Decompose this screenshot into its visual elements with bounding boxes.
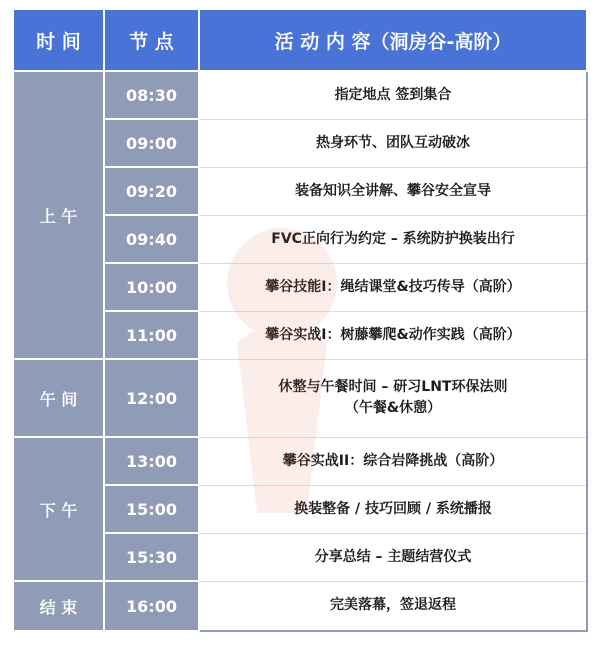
schedule-table bbox=[12, 8, 588, 632]
schedule-container bbox=[12, 8, 588, 647]
row-time: 15:00 bbox=[104, 485, 199, 533]
row-activity: 换装整备 / 技巧回顾 / 系统播报 bbox=[199, 485, 587, 533]
group-morning: 上 午 bbox=[13, 71, 104, 359]
table-row bbox=[13, 437, 587, 485]
row-time: 09:20 bbox=[104, 167, 199, 215]
row-activity-line1: 休整与午餐时间 – 研习LNT环保法则 bbox=[278, 379, 508, 395]
row-time: 11:00 bbox=[104, 311, 199, 359]
row-activity: FVC正向行为约定 – 系统防护换装出行 bbox=[199, 215, 587, 263]
row-activity: 分享总结 – 主题结营仪式 bbox=[199, 533, 587, 581]
header-activity: 活 动 内 容（洞房谷-高阶） bbox=[199, 9, 587, 71]
row-time: 13:00 bbox=[104, 437, 199, 485]
header-time: 时 间 bbox=[13, 9, 104, 71]
header-row bbox=[13, 9, 587, 71]
header-node: 节 点 bbox=[104, 9, 199, 71]
row-activity: 热身环节、团队互动破冰 bbox=[199, 119, 587, 167]
row-activity: 攀谷实战II：综合岩降挑战（高阶） bbox=[199, 437, 587, 485]
table-row bbox=[13, 359, 587, 437]
row-time: 16:00 bbox=[104, 581, 199, 631]
group-afternoon: 下 午 bbox=[13, 437, 104, 581]
row-activity: 完美落幕，签退返程 bbox=[199, 581, 587, 631]
row-activity-line2: （午餐&休憩） bbox=[344, 400, 442, 416]
row-activity: 指定地点 签到集合 bbox=[199, 71, 587, 119]
row-time: 12:00 bbox=[104, 359, 199, 437]
row-activity: 攀谷实战I：树藤攀爬&动作实践（高阶） bbox=[199, 311, 587, 359]
row-time: 10:00 bbox=[104, 263, 199, 311]
row-activity: 攀谷技能I：绳结课堂&技巧传导（高阶） bbox=[199, 263, 587, 311]
row-time: 15:30 bbox=[104, 533, 199, 581]
row-time: 09:00 bbox=[104, 119, 199, 167]
row-activity: 装备知识全讲解、攀谷安全宣导 bbox=[199, 167, 587, 215]
row-activity bbox=[199, 359, 587, 437]
group-noon: 午 间 bbox=[13, 359, 104, 437]
table-row bbox=[13, 71, 587, 119]
table-row bbox=[13, 581, 587, 631]
row-time: 08:30 bbox=[104, 71, 199, 119]
row-time: 09:40 bbox=[104, 215, 199, 263]
group-end: 结 束 bbox=[13, 581, 104, 631]
